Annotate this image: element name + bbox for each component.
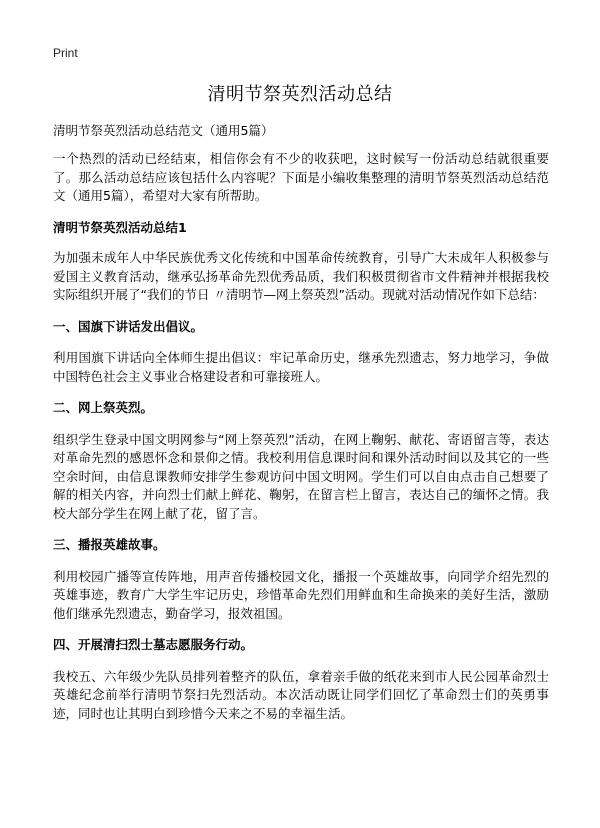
item-body-2: 组织学生登录中国文明网参与“网上祭英烈”活动，在网上鞠躬、献花、寄语留言等，表达对革命先烈的感恩怀念和景仰之情。我校利用信息课时间和课外活动时间以及其它的一些空余时间，由信息课教师安排学生参观访问中国文明网。学生们可以自由点击自己想要了解的相关内容，并向烈士们献上鲜花、鞠躬，在留言栏上留言，表达自己的缅怀之情。我校大部分学生在网上献了花，留了言。 bbox=[53, 431, 549, 521]
page-title: 清明节祭英烈活动总结 bbox=[207, 84, 393, 105]
intro-paragraph: 一个热烈的活动已经结束，相信你会有不少的收获吧，这时候写一份活动总结就很重要了。那么活动总结应该包括什么内容呢？下面是小编收集整理的清明节祭英烈活动总结范文（通用5篇），希望对大家有所帮助。 bbox=[53, 151, 549, 203]
item-body-4: 我校五、六年级少先队员排列着整齐的队伍，拿着亲手做的纸花来到市人民公园革命烈士英雄纪念前举行清明节祭扫先烈活动。本次活动既让同学们回忆了革命烈士们的英勇事迹，同时也让其明白到珍惜今天来之不易的幸福生活。 bbox=[53, 668, 549, 721]
article-body bbox=[53, 150, 549, 736]
print-link[interactable]: Print bbox=[53, 46, 78, 60]
section-heading: 清明节祭英烈活动总结1 bbox=[53, 219, 187, 235]
item-heading-4: 四、开展清扫烈士墓志愿服务行动。 bbox=[53, 637, 254, 652]
item-heading-1: 一、国旗下讲话发出倡议。 bbox=[53, 318, 204, 334]
item-heading-3: 三、播报英雄故事。 bbox=[53, 537, 166, 552]
subtitle: 清明节祭英烈活动总结范文（通用5篇） bbox=[53, 123, 274, 138]
item-body-1: 利用国旗下讲话向全体师生提出倡议：牢记革命历史，继承先烈遗志，努力地学习，争做中国特色社会主义事业合格建设者和可靠接班人。 bbox=[53, 350, 549, 384]
section-intro-paragraph: 为加强未成年人中华民族优秀文化传统和中国革命传统教育，引导广大未成年人积极参与爱国主义教育活动，继承弘扬革命先烈优秀品质，我们积极贯彻省市文件精神并根据我校实际组织开展了“我们的节日 〃清明节—网上祭英烈”活动。现就对活动情况作如下总结： bbox=[53, 250, 549, 302]
item-body-3: 利用校园广播等宣传阵地，用声音传播校园文化，播报一个英雄故事，向同学介绍先烈的英雄事迹，教育广大学生牢记历史，珍惜革命先烈们用鲜血和生命换来的美好生活，激励他们继承先烈遗志，勤奋学习，报效祖国。 bbox=[53, 568, 549, 621]
item-heading-2: 二、网上祭英烈。 bbox=[53, 400, 154, 415]
